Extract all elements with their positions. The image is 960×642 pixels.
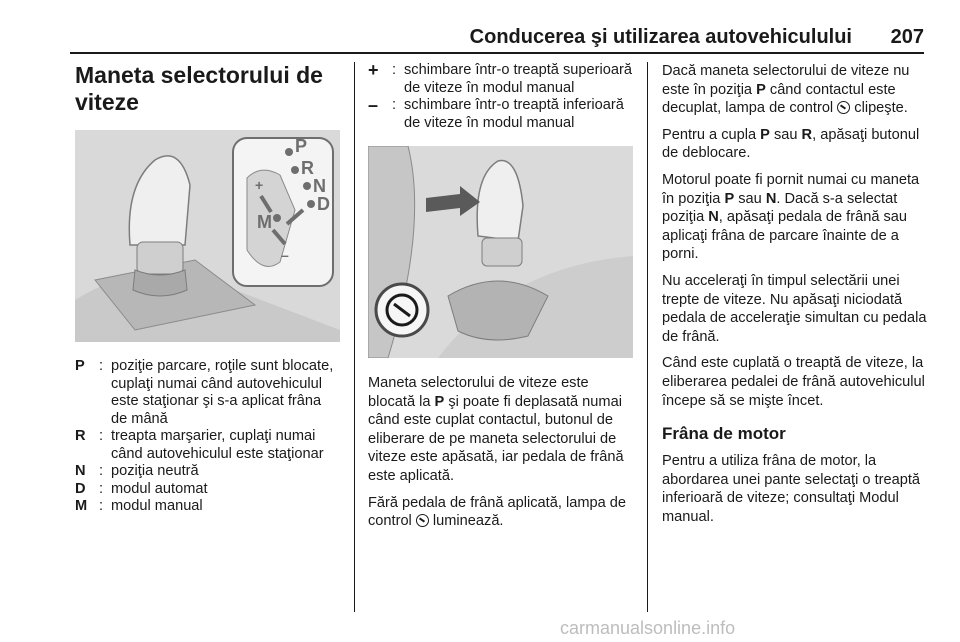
header-rule <box>70 52 924 54</box>
page-header <box>70 20 924 50</box>
paragraph-unlock: Pentru a cupla P sau R, apăsaţi butonul de deblocare. <box>662 126 920 162</box>
gate-letter-d: D <box>317 194 330 214</box>
subheading-engine-brake: Frâna de motor <box>662 424 786 444</box>
definition-key: P <box>75 358 85 374</box>
paragraph-lamp-flash: Dacă maneta selectorului de viteze nu este în poziţia P când contactul este decuplat, lampa de control clipeşte. <box>662 63 910 117</box>
gate-letter-m: M <box>257 212 272 232</box>
definition-separator: : <box>99 480 104 497</box>
manual-mode-list <box>368 62 633 132</box>
list-item <box>75 358 340 428</box>
column-1 <box>75 62 340 516</box>
column-divider-1 <box>354 62 355 612</box>
gate-plus: + <box>255 177 264 193</box>
brake-control-lamp-icon <box>416 514 429 527</box>
definition-text: schimbare într-o treaptă superioară de viteze în modul manual <box>404 62 632 96</box>
gate-letter-n: N <box>313 176 326 196</box>
definition-key: R <box>75 428 86 444</box>
definition-text: poziţie parcare, roţile sunt blocate, cuplaţi numai când autovehiculul este staţionar şi s-a aplicat frâna de mână <box>111 358 334 427</box>
gear-position-list <box>75 358 340 516</box>
definition-text: schimbare într-o treaptă inferioară de viteze în modul manual <box>404 97 624 131</box>
column-divider-2 <box>647 62 648 612</box>
section-title: Maneta selectorului de viteze <box>75 62 323 115</box>
paragraph-lock-info: Maneta selectorului de viteze este blocată la P şi poate fi deplasată numai când este cuplat contactul, butonul de eliberare de pe maneta selectorului de viteze este apăsată, iar pedala de frână este aplicată. <box>368 375 624 484</box>
minus-symbol: – <box>368 95 379 115</box>
definition-key: N <box>75 463 86 479</box>
definition-key: D <box>75 480 86 497</box>
definition-text: modul automat <box>111 480 208 497</box>
gear-selector-drawing <box>75 130 340 342</box>
gate-letter-p: P <box>295 136 308 156</box>
list-item <box>75 463 340 481</box>
column-3 <box>662 62 927 534</box>
definition-separator: : <box>99 463 104 479</box>
plus-symbol: + <box>368 60 379 80</box>
definition-text: poziţia neutră <box>111 463 199 479</box>
paragraph-engine-start: Motorul poate fi pornit numai cu maneta în poziţia P sau N. Dacă s-a selectat poziţia N, apăsaţi pedala de frână sau aplicaţi frâna de parcare înainte de a porni. <box>662 171 920 263</box>
definition-separator: : <box>392 62 397 78</box>
definition-text: treapta marşarier, cuplaţi numai când autovehiculul este staţionar <box>111 428 324 462</box>
gate-letter-r: R <box>301 158 314 178</box>
list-item <box>368 62 633 97</box>
header-title: Conducerea şi utilizarea autovehiculului <box>469 26 852 48</box>
list-item <box>75 498 340 516</box>
definition-separator: : <box>99 428 104 444</box>
watermark: carmanualsonline.info <box>560 618 736 638</box>
page-number: 207 <box>890 26 924 48</box>
gear-selector-illustration <box>75 130 340 342</box>
column-2 <box>368 62 633 539</box>
paragraph-creep: Când este cuplată o treaptă de viteze, la eliberarea pedalei de frână autovehiculul începe să se mişte încet. <box>662 355 925 409</box>
definition-text: modul manual <box>111 498 203 514</box>
list-item <box>75 428 340 463</box>
selector-release-illustration <box>368 146 633 358</box>
definition-key: M <box>75 498 88 514</box>
definition-separator: : <box>99 498 104 514</box>
definition-separator: : <box>99 358 104 374</box>
selector-release-drawing <box>368 146 633 358</box>
definition-separator: : <box>392 97 397 113</box>
paragraph-engine-brake: Pentru a utiliza frâna de motor, la abordarea unei pante selectaţi o treaptă inferioară de viteze; consultaţi Modul manual. <box>662 453 921 525</box>
gate-minus: – <box>281 247 289 263</box>
paragraph-acceleration-warning: Nu acceleraţi în timpul selectării unei trepte de viteze. Nu apăsaţi niciodată pedala de acceleraţie simultan cu pedala de frână. <box>662 272 927 345</box>
paragraph-control-lamp: Fără pedala de frână aplicată, lampa de control luminează. <box>368 494 626 530</box>
list-item <box>368 97 633 132</box>
list-item <box>75 481 340 499</box>
brake-control-lamp-icon <box>837 101 850 114</box>
